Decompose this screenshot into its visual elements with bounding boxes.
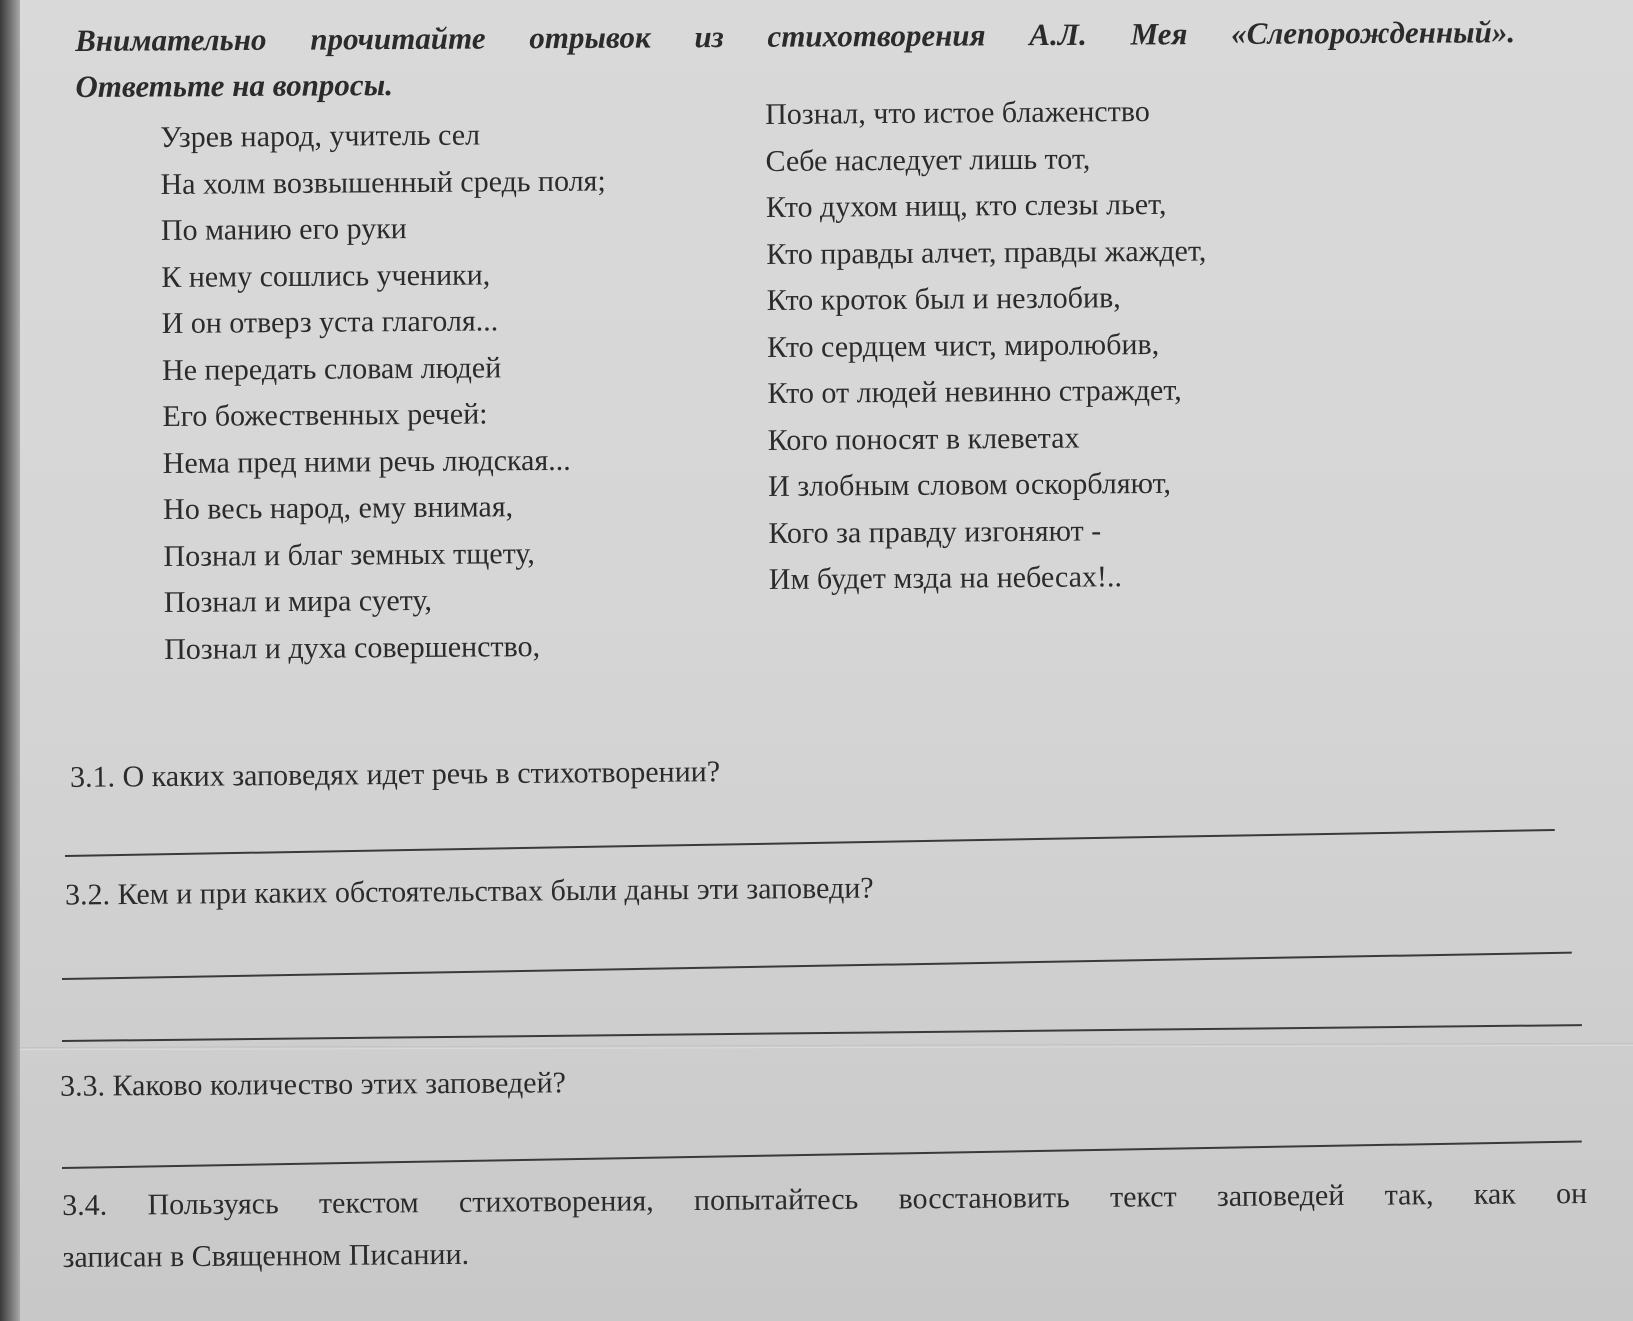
answer-line-3-1[interactable] [65, 829, 1555, 857]
poem-line: Себе наследует лишь тот, [765, 141, 1091, 178]
poem-line: И он отверз уста глаголя... [161, 304, 499, 340]
question-3-1: 3.1. О каких заповедях идет речь в стихотворении? [69, 755, 721, 794]
answer-line-3-2b[interactable] [62, 1024, 1582, 1042]
poem-line: Кто правды алчет, правды жаждет, [766, 234, 1207, 271]
question-3-2: 3.2. Кем и при каких обстоятельствах были даны эти заповеди? [64, 871, 874, 912]
poem-right-column [765, 87, 1469, 604]
poem-left-column [160, 110, 744, 673]
poem-line: Кого поносят в клеветах [767, 421, 1080, 457]
poem-line: Кого за правду изгоняют - [768, 513, 1102, 550]
poem-line: Познал и духа совершенство, [164, 629, 541, 666]
poem-line: Им будет мзда на небесах!.. [768, 560, 1123, 596]
poem-line: Не передать словам людей [161, 350, 502, 387]
notebook-binding [0, 0, 20, 1321]
answer-line-3-2a[interactable] [62, 952, 1572, 980]
poem-line: Но весь народ, ему внимая, [162, 490, 514, 526]
poem-line: И злобным словом оскорбляют, [767, 466, 1172, 503]
poem-line: Его божественных речей: [162, 397, 488, 433]
poem-line: По манию его руки [160, 212, 407, 247]
worksheet-page [20, 0, 1633, 1321]
poem-line: Познал и благ земных тщету, [163, 536, 535, 573]
poem-line: На холм возвышенный средь поля; [160, 164, 606, 201]
poem-line: Познал, что истое блаженство [765, 94, 1150, 131]
poem-line: Кто от людей невинно страждет, [767, 373, 1182, 410]
poem-line: Познал и мира суету, [163, 583, 433, 619]
question-3-3: 3.3. Каково количество этих заповедей? [59, 1066, 566, 1103]
poem-line: Нема пред ними речь людская... [162, 443, 571, 480]
poem-line: Кто сердцем чист, миролюбив, [766, 327, 1160, 364]
instruction-line-1: Внимательно прочитайте отрывок из стихотворения А.Л. Мея «Слепорожденный». [75, 14, 1516, 58]
instruction-line-2: Ответьте на вопросы. [75, 67, 394, 104]
poem-line: Кто духом нищ, кто слезы льет, [765, 187, 1167, 224]
question-3-4-line-2: записан в Священном Писании. [62, 1237, 470, 1274]
question-3-4-line-1: 3.4. Пользуясь текстом стихотворения, попытайтесь восстановить текст заповедей так, как он [62, 1177, 1588, 1222]
poem-line: Кто кроток был и незлобив, [766, 281, 1121, 317]
poem-line: К нему сошлись ученики, [161, 257, 491, 294]
answer-line-3-3[interactable] [62, 1140, 1582, 1169]
question-3-4 [62, 1168, 1603, 1284]
poem-line: Узрев народ, учитель сел [160, 118, 481, 154]
